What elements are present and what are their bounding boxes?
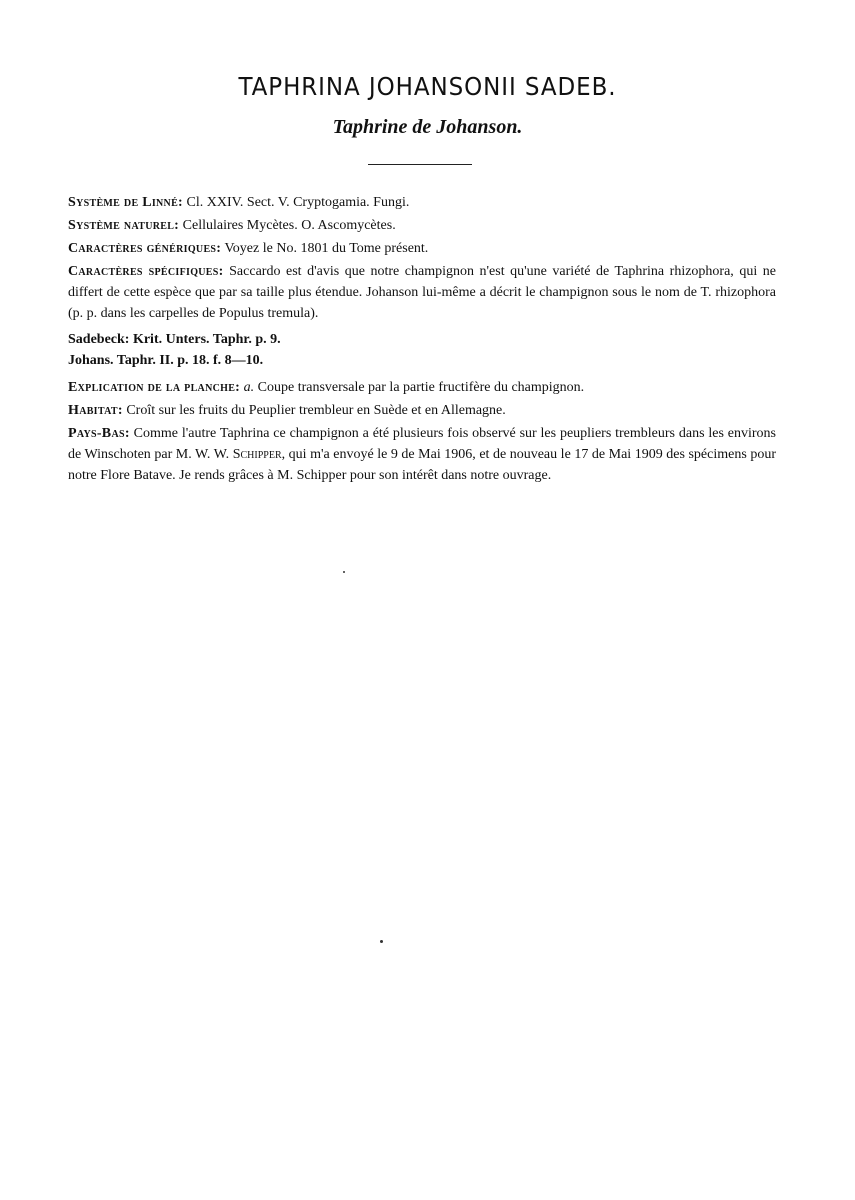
section-label: Système de Linné: (68, 195, 184, 210)
page-title: TAPHRINA JOHANSONII SADEB. (238, 72, 617, 101)
section-text: Cellulaires Mycètes. O. Ascomycètes. (182, 218, 396, 233)
section-label: Pays-Bas: (68, 426, 130, 441)
document-body (68, 192, 776, 491)
reference-author: Johans. (68, 353, 114, 368)
reference-johanson (68, 350, 776, 371)
section-naturel (68, 215, 776, 236)
section-label: Système naturel: (68, 218, 180, 233)
section-generiques (68, 238, 776, 259)
section-label: Caractères spécifiques: (68, 264, 224, 279)
section-text-after: , qui m'a envoyé le 9 de Mai 1906, et de nouveau le 17 de Mai 1909 des spécimens pour notre Flore Batave. Je rends grâces à M. Schipper pour son intérêt dans notre ouvrage. (68, 447, 776, 483)
section-habitat (68, 400, 776, 421)
section-specifiques (68, 261, 776, 324)
section-explication (68, 377, 776, 398)
section-text: Coupe transversale par la partie fructifère du champignon. (257, 380, 585, 395)
print-speck (343, 571, 345, 573)
section-text: Voyez le No. 1801 du Tome présent. (224, 241, 429, 256)
reference-author: Sadebeck: (68, 332, 130, 347)
section-text-before: Comme l'autre Taphrina ce champignon a été plusieurs fois observé sur les peupliers trembleurs dans les environs de Winschoten par M. W. W. (68, 426, 777, 462)
collector-name: Schipper (232, 447, 282, 462)
section-text: Cl. XXIV. Sect. V. Cryptogamia. Fungi. (186, 195, 410, 210)
section-paysbas (68, 423, 776, 486)
reference-sadebeck (68, 329, 776, 350)
print-speck (380, 940, 383, 943)
section-text: Croît sur les fruits du Peuplier trembleur en Suède et en Allemagne. (126, 403, 506, 418)
section-label: Habitat: (68, 403, 123, 418)
section-text: Saccardo est d'avis que notre champignon n'est qu'une variété de Taphrina rhizophora, qui ne differt de cette espèce que par sa taille plus étendue. Johanson lui-même a décrit le champignon sous le nom de T. rhizophora (p. p. dans les carpelles de Populus tremula). (68, 264, 776, 321)
section-linne (68, 192, 776, 213)
reference-text: Taphr. II. p. 18. f. 8—10. (116, 353, 264, 368)
reference-text: Krit. Unters. Taphr. p. 9. (132, 332, 281, 347)
figure-letter: a. (243, 380, 255, 395)
section-label: Caractères génériques: (68, 241, 222, 256)
title-divider (368, 164, 472, 165)
section-label: Explication de la planche: (68, 380, 241, 395)
page-subtitle: Taphrine de Johanson. (332, 116, 523, 138)
